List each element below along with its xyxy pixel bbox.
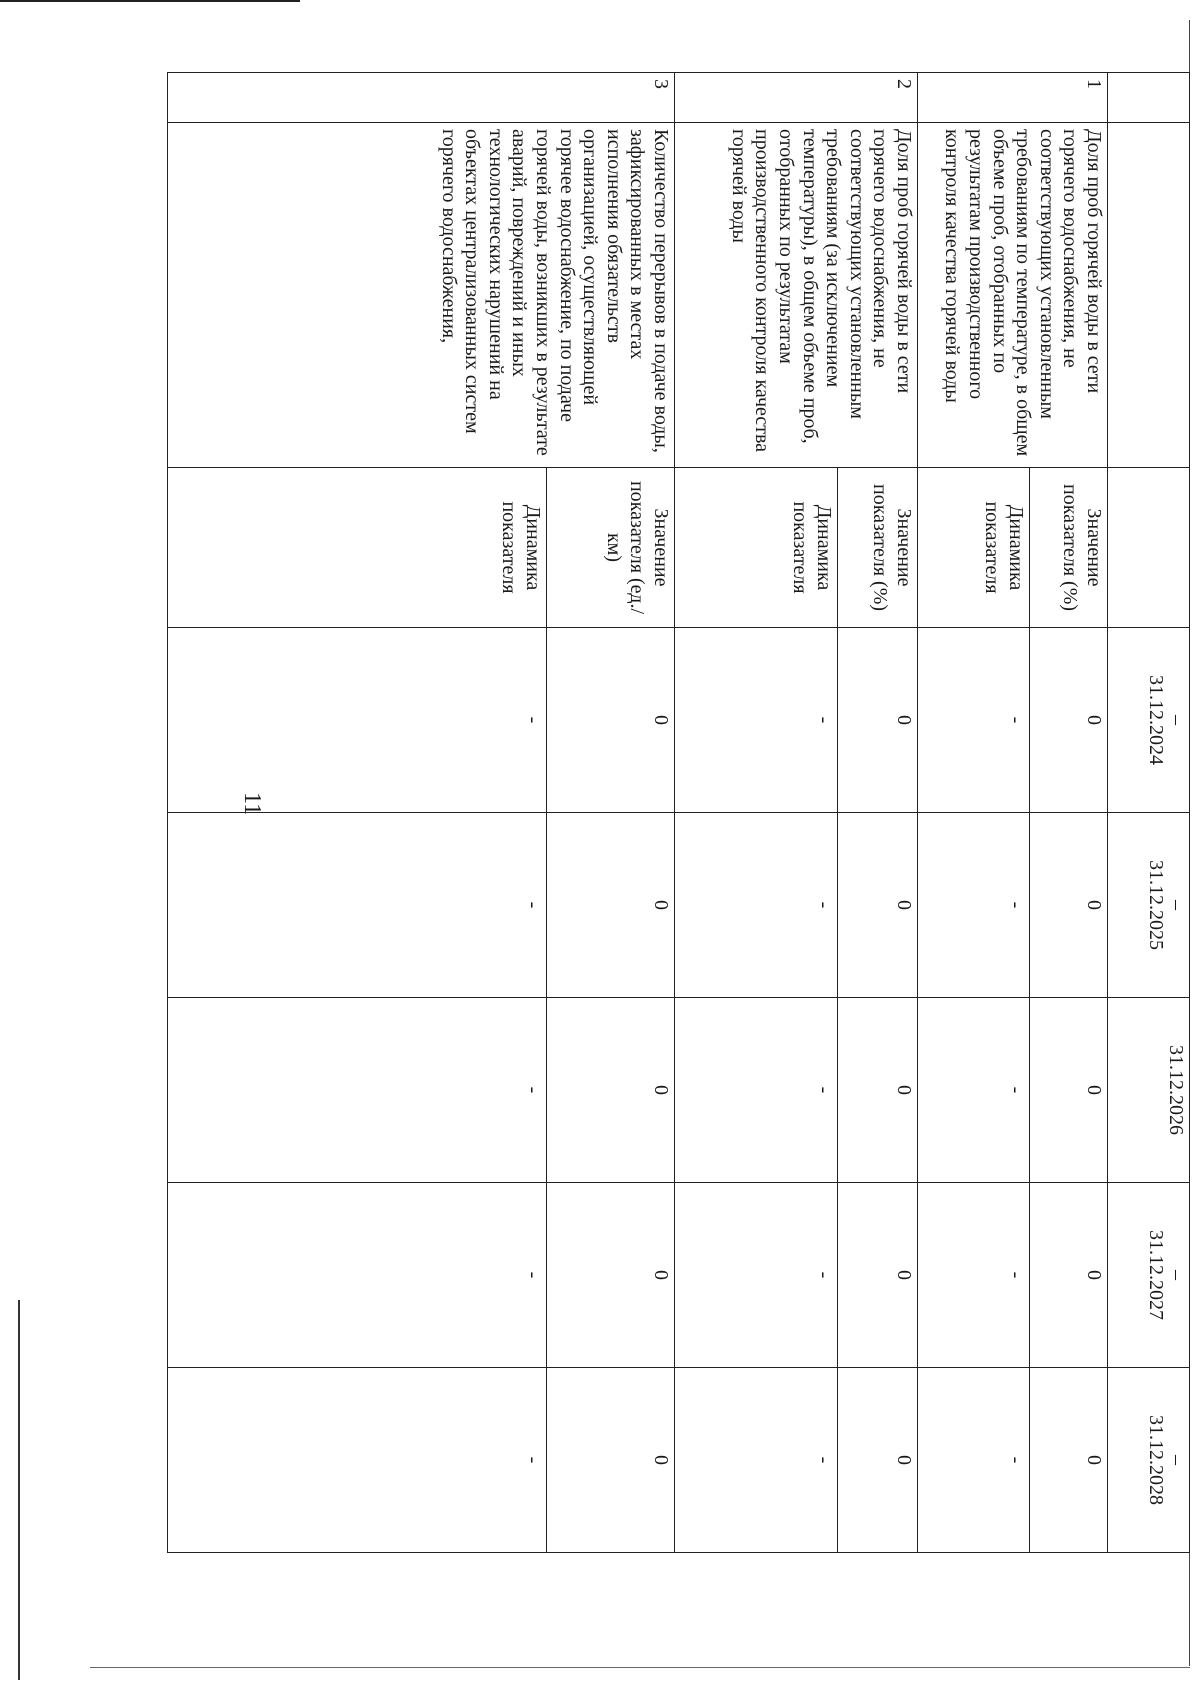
value-cell: 0 [838, 1368, 918, 1553]
year-header [1108, 998, 1190, 1183]
indicator-name: Доля проб горячей воды в сети горячего водоснабжения, не соответствующих установленным требованиям по температуре, в общем объеме проб, отобранных по результатам производственного контроля качества горячей воды [918, 123, 1108, 468]
value-cell: 0 [1030, 1183, 1108, 1368]
page-edge-bottom [90, 1667, 1190, 1668]
indicators-table [167, 72, 1190, 1553]
year-prefix: – [1166, 1455, 1188, 1465]
dynamics-cell: - [918, 1368, 1030, 1553]
table-row [1030, 73, 1108, 1553]
dynamics-cell: - [918, 1183, 1030, 1368]
rotated-page-content [168, 72, 1190, 1552]
value-cell: 0 [838, 1183, 918, 1368]
year-header [1108, 813, 1190, 998]
value-label: Значение показателя (%) [1030, 468, 1108, 628]
year-date: 31.12.2024 [1145, 675, 1167, 765]
dynamics-cell: - [168, 628, 547, 813]
year-prefix: – [1166, 1270, 1188, 1280]
page-edge-left [18, 1300, 20, 1680]
table-row [838, 73, 918, 1553]
year-date: 31.12.2027 [1145, 1230, 1167, 1320]
header-num-cell [1108, 73, 1190, 123]
value-cell: 0 [838, 998, 918, 1183]
value-cell: 0 [547, 1183, 675, 1368]
year-header [1108, 1368, 1190, 1553]
indicator-name: Количество перерывов в подаче воды, зафиксированных в местах исполнения обязательств организацией, осуществляющей горячее водоснабжение, по подаче горячей воды, возникших в результате аварий, повреждений и иных технологических нарушений на объектах централизованных систем горячего водоснабжения, [168, 123, 675, 468]
dynamics-cell: - [675, 998, 838, 1183]
page-edge-top [0, 0, 300, 2]
value-cell: 0 [547, 628, 675, 813]
indicator-name: Доля проб горячей воды в сети горячего водоснабжения, не соответствующих установленным требованиям (за исключением температуры), в общем объеме проб, отобранных по результатам производственного контроля качества горячей воды [675, 123, 918, 468]
value-cell: 0 [838, 628, 918, 813]
year-date: 31.12.2028 [1145, 1415, 1167, 1505]
value-cell: 0 [547, 998, 675, 1183]
table-row [547, 73, 675, 1553]
year-prefix: – [1166, 715, 1188, 725]
dynamics-cell: - [675, 813, 838, 998]
year-date: 31.12.2025 [1145, 860, 1167, 950]
year-date: 31.12.2026 [1165, 1045, 1187, 1135]
header-kind-cell [1108, 468, 1190, 628]
dynamics-label: Динамика показателя [675, 468, 838, 628]
value-cell: 0 [1030, 998, 1108, 1183]
value-cell: 0 [547, 1368, 675, 1553]
value-cell: 0 [1030, 813, 1108, 998]
value-label: Значение показателя (ед./км) [547, 468, 675, 628]
value-cell: 0 [838, 813, 918, 998]
row-number: 3 [168, 73, 675, 123]
value-cell: 0 [1030, 1368, 1108, 1553]
page-number: 11 [239, 792, 265, 816]
dynamics-cell: - [918, 813, 1030, 998]
value-cell: 0 [1030, 628, 1108, 813]
header-name-cell [1108, 123, 1190, 468]
dynamics-cell: - [168, 998, 547, 1183]
value-cell: 0 [547, 813, 675, 998]
dynamics-cell: - [918, 998, 1030, 1183]
dynamics-cell: - [168, 1183, 547, 1368]
year-prefix: – [1166, 900, 1188, 910]
dynamics-cell: - [675, 628, 838, 813]
dynamics-cell: - [675, 1183, 838, 1368]
table-header-row [1108, 73, 1190, 1553]
row-number: 2 [675, 73, 918, 123]
value-label: Значение показателя (%) [838, 468, 918, 628]
dynamics-cell: - [168, 1368, 547, 1553]
year-header [1108, 1183, 1190, 1368]
dynamics-label: Динамика показателя [168, 468, 547, 628]
dynamics-cell: - [168, 813, 547, 998]
dynamics-cell: - [675, 1368, 838, 1553]
year-header [1108, 628, 1190, 813]
dynamics-label: Динамика показателя [918, 468, 1030, 628]
row-number: 1 [918, 73, 1108, 123]
dynamics-cell: - [918, 628, 1030, 813]
